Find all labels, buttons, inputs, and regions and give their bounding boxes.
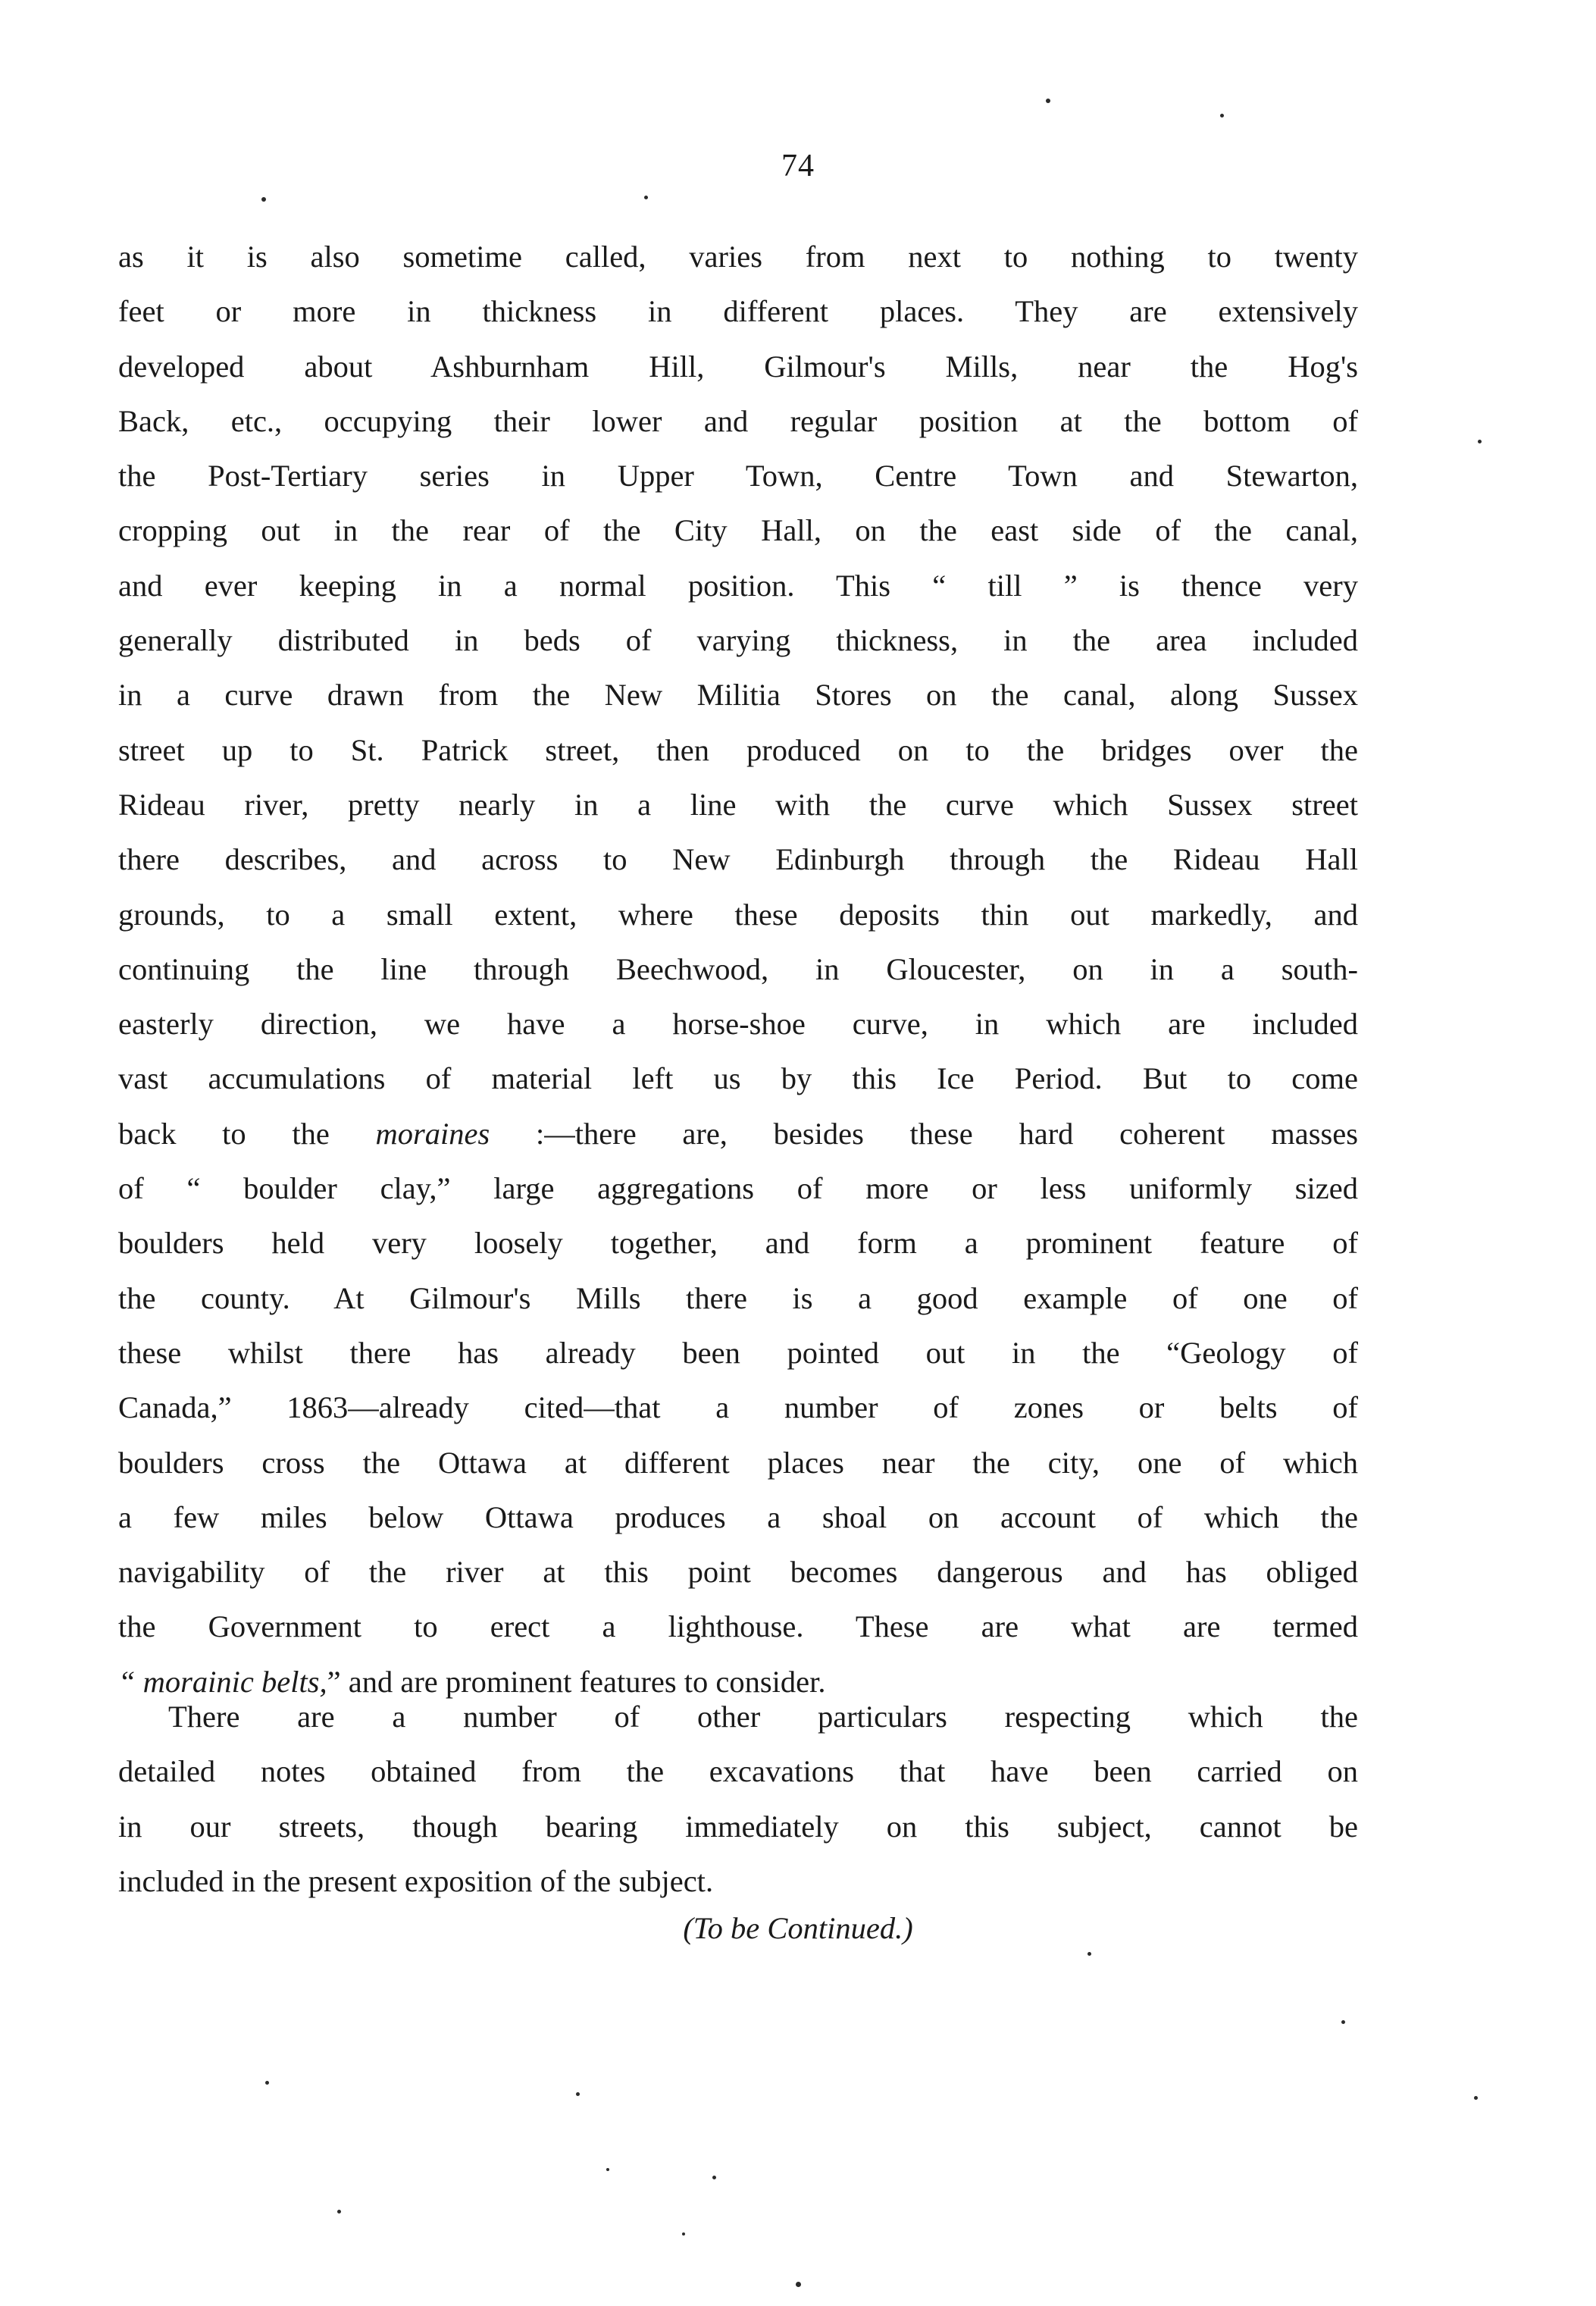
text-line: in a curve drawn from the New Militia Stores on the canal, along Sussex	[118, 678, 1358, 713]
text-line: as it is also sometime called, varies from next to nothing to twenty	[118, 240, 1358, 274]
text-line: detailed notes obtained from the excavations that have been carried on	[118, 1754, 1358, 1789]
page-number: 74	[781, 149, 815, 183]
text-line: Rideau river, pretty nearly in a line with the curve which Sussex street	[118, 787, 1358, 822]
scan-speck	[796, 2282, 801, 2287]
scan-speck	[712, 2176, 716, 2179]
to-be-continued-note: (To be Continued.)	[683, 1911, 913, 1945]
paragraph-2	[118, 1690, 1358, 1909]
text-line: Back, etc., occupying their lower and regular position at the bottom of	[118, 403, 1358, 438]
text-line: developed about Ashburnham Hill, Gilmour's Mills, near the Hog's	[118, 349, 1358, 384]
text-line: grounds, to a small extent, where these deposits thin out markedly, and	[118, 897, 1358, 932]
paragraph-1	[118, 230, 1358, 1709]
text-line: boulders cross the Ottawa at different places near the city, one of which	[118, 1445, 1358, 1480]
text-line: There are a number of other particulars respecting which the	[168, 1700, 1358, 1734]
scan-speck	[1220, 114, 1224, 117]
scan-speck	[606, 2168, 609, 2171]
text-line: street up to St. Patrick street, then produced on to the bridges over the	[118, 732, 1358, 767]
scan-speck	[337, 2210, 341, 2214]
text-line: continuing the line through Beechwood, in Gloucester, on in a south-	[118, 951, 1358, 986]
scan-speck	[1087, 1952, 1091, 1956]
italic-term: “ morainic belts,	[118, 1664, 327, 1699]
text-line: boulders held very loosely together, and form a prominent feature of	[118, 1226, 1358, 1261]
text-line: generally distributed in beds of varying thickness, in the area included	[118, 623, 1358, 658]
text-line: a few miles below Ottawa produces a shoal on account of which the	[118, 1499, 1358, 1534]
text-run: back to the	[118, 1116, 376, 1151]
scan-speck	[644, 196, 648, 199]
text-line: of “ boulder clay,” large aggregations of more or less uniformly sized	[118, 1171, 1358, 1206]
text-line: cropping out in the rear of the City Hall, on the east side of the canal,	[118, 513, 1358, 548]
text-line: easterly direction, we have a horse-shoe curve, in which are included	[118, 1007, 1358, 1042]
text-line: there describes, and across to New Edinburgh through the Rideau Hall	[118, 842, 1358, 877]
text-line: vast accumulations of material left us by this Ice Period. But to come	[118, 1061, 1358, 1096]
text-line	[118, 1107, 1358, 1161]
text-line: these whilst there has already been pointed out in the “Geology of	[118, 1335, 1358, 1370]
scan-speck	[261, 197, 266, 202]
scan-speck	[1474, 2096, 1478, 2100]
scan-speck	[1341, 2020, 1345, 2024]
scan-speck	[682, 2232, 685, 2236]
italic-term: moraines	[375, 1116, 490, 1151]
scan-speck	[576, 2092, 580, 2096]
text-line: the Government to erect a lighthouse. These are what are termed	[118, 1609, 1358, 1644]
text-line: Canada,” 1863—already cited—that a number of zones or belts of	[118, 1390, 1358, 1425]
text-line: in our streets, though bearing immediately on this subject, cannot be	[118, 1809, 1358, 1844]
text-line: the Post-Tertiary series in Upper Town, Centre Town and Stewarton,	[118, 459, 1358, 493]
scan-speck	[265, 2081, 269, 2085]
text-line: feet or more in thickness in different places. They are extensively	[118, 294, 1358, 329]
scan-speck	[1478, 440, 1482, 443]
text-run: ” and are prominent features to consider.	[327, 1664, 826, 1699]
text-line: included in the present exposition of the subject.	[118, 1863, 714, 1898]
text-run: :—there are, besides these hard coherent masses	[490, 1116, 1358, 1151]
text-line: and ever keeping in a normal position. This “ till ” is thence very	[118, 568, 1358, 603]
text-line: the county. At Gilmour's Mills there is a good example of one of	[118, 1280, 1358, 1315]
text-line: navigability of the river at this point becomes dangerous and has obliged	[118, 1555, 1358, 1590]
scan-speck	[1046, 99, 1050, 103]
